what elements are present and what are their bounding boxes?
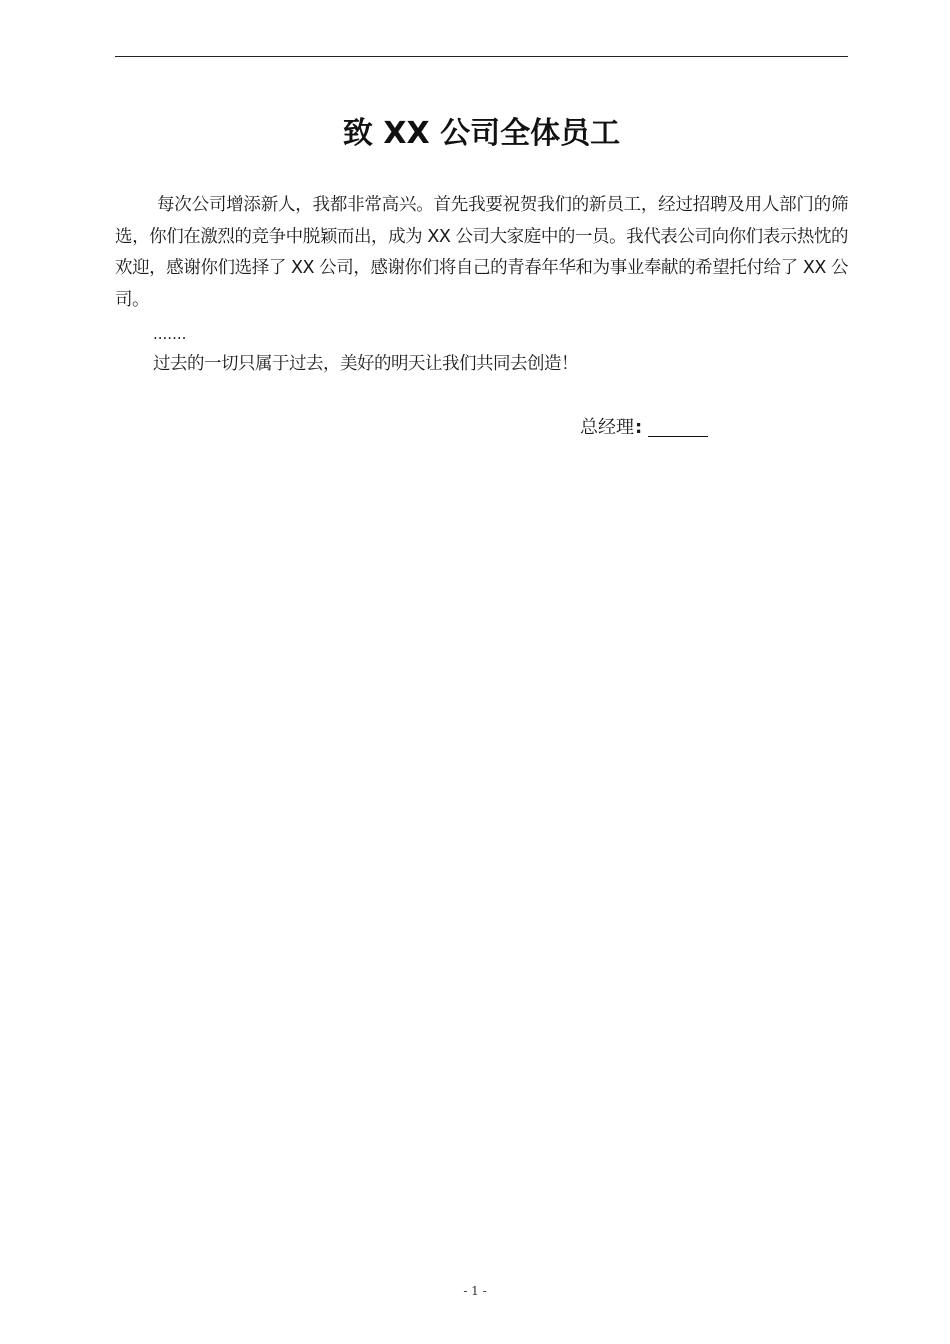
letter-body — [115, 190, 848, 316]
signature-block — [580, 412, 708, 443]
document-title: 致 XX 公司全体员工 — [342, 116, 621, 151]
header-rule — [115, 56, 848, 57]
page-number: - 1 - — [463, 1284, 487, 1298]
signature-label: 总经理 — [580, 417, 634, 438]
signature-blank-line — [648, 416, 708, 437]
body-paragraph: 每次公司增添新人，我都非常高兴。首先我要祝贺我们的新员工，经过招聘及用人部门的筛选，你们在激烈的竞争中脱颖而出，成为 XX 公司大家庭中的一员。我代表公司向你们表示热忱的欢迎，感谢你们选择了 XX 公司，感谢你们将自己的青春年华和为事业奉献的希望托付给了 XX 公司。 — [115, 195, 848, 310]
closing-line: 过去的一切只属于过去，美好的明天让我们共同去创造！ — [153, 354, 578, 374]
signature-colon: : — [635, 417, 643, 438]
ellipsis: ....... — [153, 325, 187, 343]
